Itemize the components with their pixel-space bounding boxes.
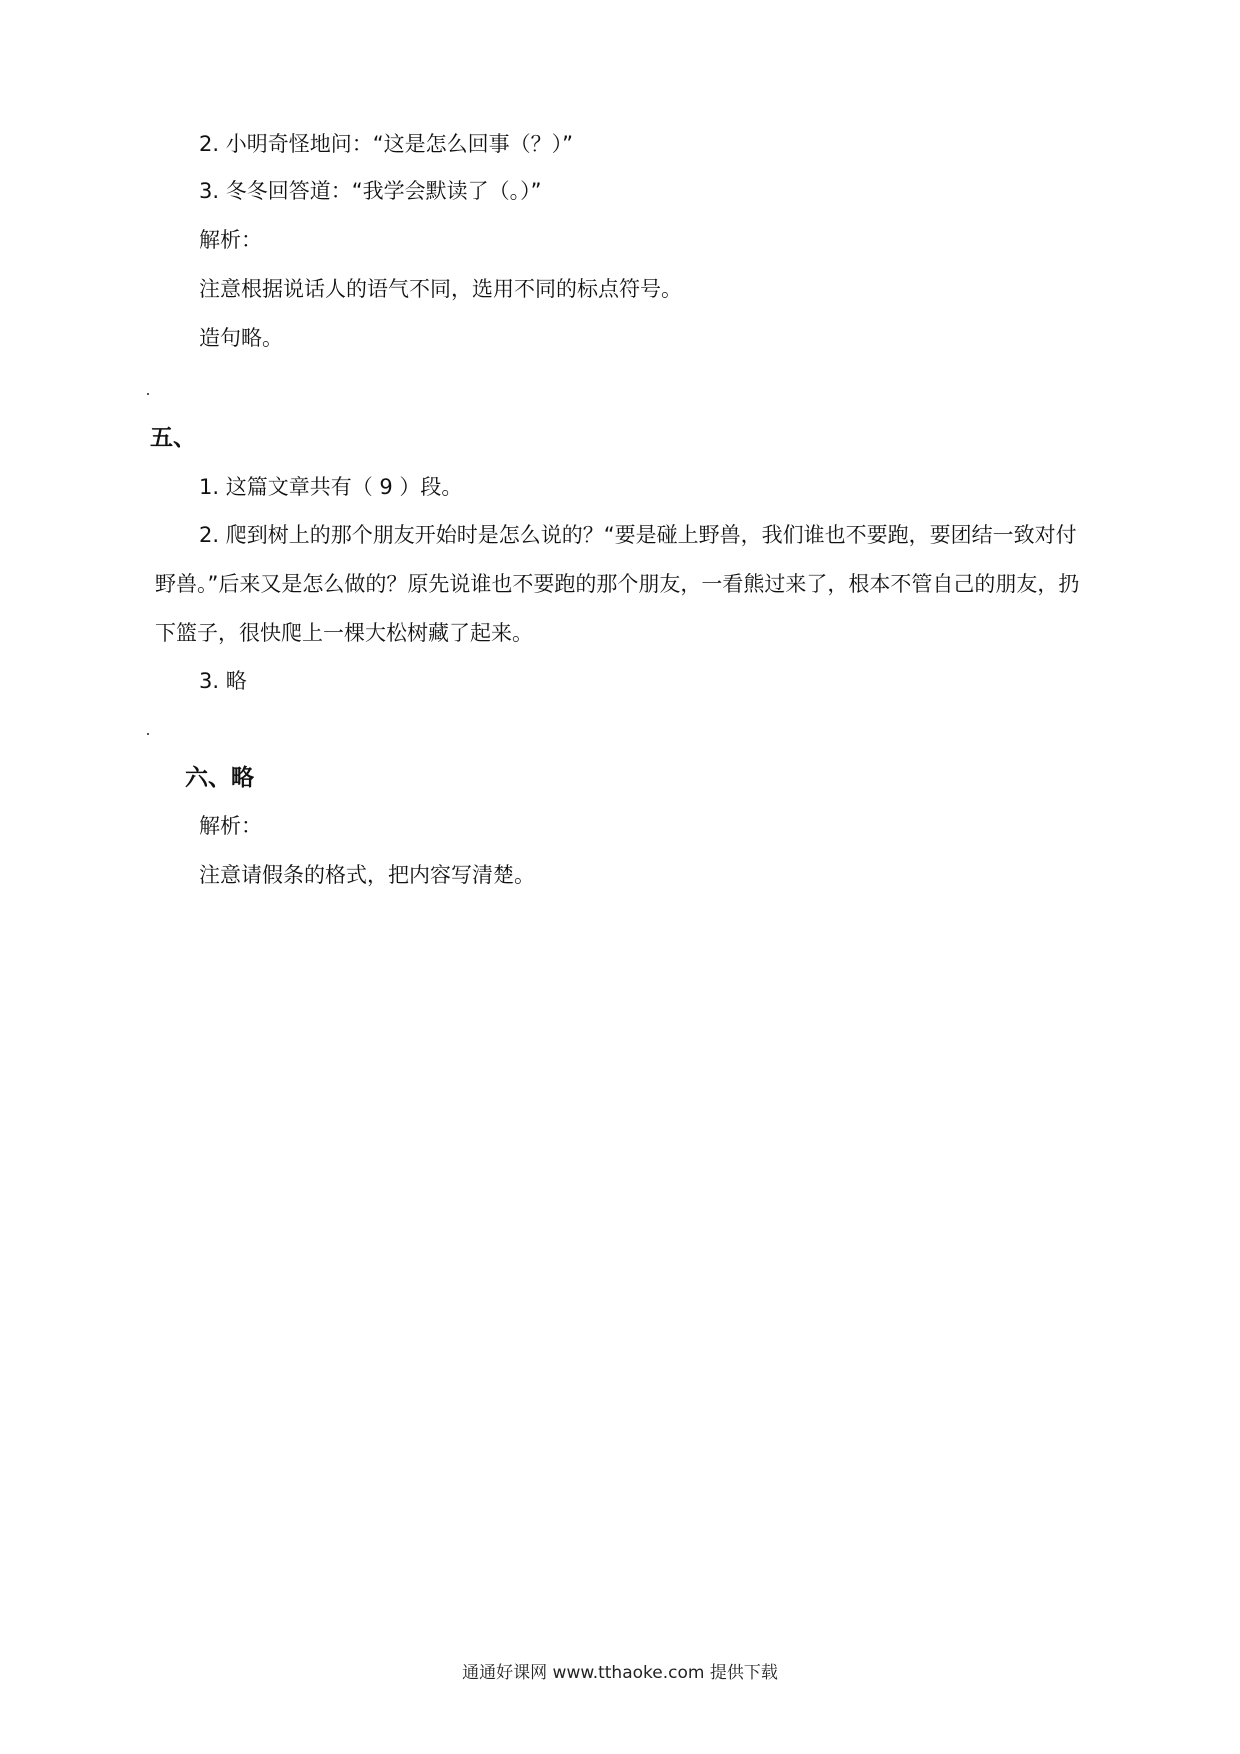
section5-heading: 五、 bbox=[150, 425, 196, 451]
section5-item2-line1: 2. 爬到树上的那个朋友开始时是怎么说的？“要是碰上野兽，我们谁也不要跑，要团结一致对付 bbox=[199, 523, 1077, 547]
section6-analysis-label: 解析： bbox=[199, 814, 262, 838]
footer-download-note: 通通好课网 www.tthaoke.com 提供下载 bbox=[462, 1663, 778, 1683]
section6-analysis-text: 注意请假条的格式，把内容写清楚。 bbox=[199, 863, 535, 887]
section5-item2-line2: 野兽。”后来又是怎么做的？原先说谁也不要跑的那个朋友，一看熊过来了，根本不管自己的朋友，扔 bbox=[155, 572, 1080, 596]
scan-speck bbox=[147, 393, 149, 395]
section4-analysis-label: 解析： bbox=[199, 228, 262, 252]
section6-heading: 六、略 bbox=[185, 765, 254, 791]
section4-note: 造句略。 bbox=[199, 326, 283, 350]
section4-analysis-text: 注意根据说话人的语气不同，选用不同的标点符号。 bbox=[199, 277, 682, 301]
section5-item1: 1. 这篇文章共有（ 9 ）段。 bbox=[199, 475, 463, 499]
scan-speck bbox=[147, 733, 149, 735]
section5-item3: 3. 略 bbox=[199, 669, 247, 693]
section4-item2: 2. 小明奇怪地问：“这是怎么回事（？）” bbox=[199, 132, 573, 156]
section4-item3: 3. 冬冬回答道：“我学会默读了（。）” bbox=[199, 179, 542, 203]
section5-item2-line3: 下篮子，很快爬上一棵大松树藏了起来。 bbox=[155, 621, 533, 645]
